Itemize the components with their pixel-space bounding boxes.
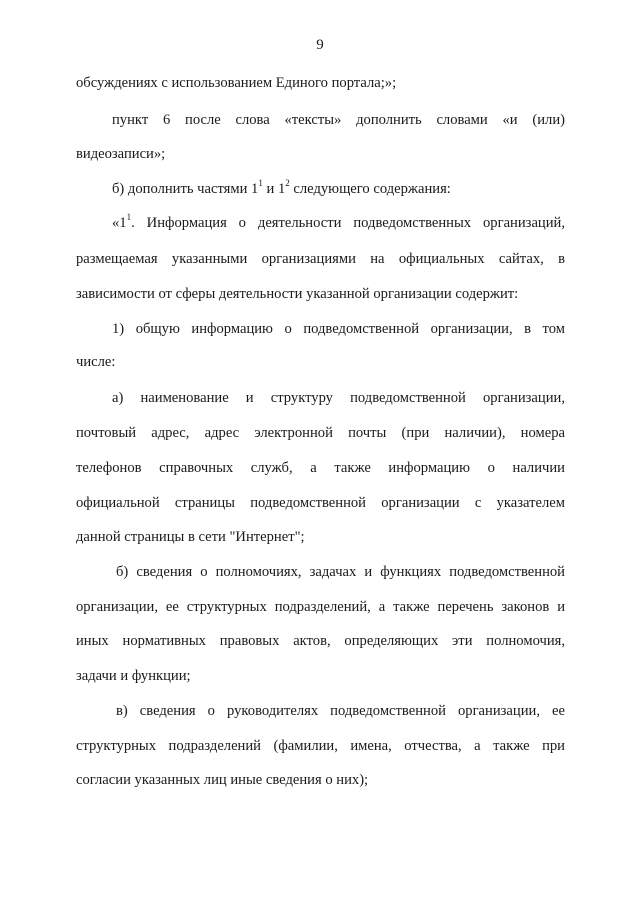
text-line: организации, ее структурных подразделений, а также перечень законов и bbox=[76, 599, 565, 615]
text-fragment: б) дополнить частями 1 bbox=[112, 181, 259, 197]
text-line: структурных подразделений (фамилии, имена, отчества, а также при bbox=[76, 738, 565, 754]
text-line: задачи и функции; bbox=[76, 668, 191, 684]
text-fragment: «1 bbox=[112, 215, 127, 231]
text-line: а) наименование и структуру подведомственной организации, bbox=[112, 390, 565, 406]
text-line: официальной страницы подведомственной организации с указателем bbox=[76, 495, 565, 511]
text-line bbox=[112, 214, 565, 232]
text-line: данной страницы в сети "Интернет"; bbox=[76, 529, 305, 545]
text-line: в) сведения о руководителях подведомственной организации, ее bbox=[116, 703, 565, 719]
text-fragment: следующего содержания: bbox=[289, 181, 451, 197]
text-line: обсуждениях с использованием Единого портала;»; bbox=[76, 75, 397, 91]
text-line: согласии указанных лиц иные сведения о них); bbox=[76, 772, 369, 788]
text-line: числе: bbox=[76, 354, 116, 370]
superscript: 1 bbox=[258, 178, 263, 189]
superscript: 1 bbox=[126, 212, 132, 223]
text-line: иных нормативных правовых актов, определяющих эти полномочия, bbox=[76, 633, 565, 649]
text-line: почтовый адрес, адрес электронной почты (при наличии), номера bbox=[76, 425, 565, 441]
text-fragment: . Информация о деятельности подведомственных организаций, bbox=[131, 215, 565, 231]
page-number: 9 bbox=[316, 37, 324, 53]
text-line: видеозаписи»; bbox=[76, 146, 166, 162]
text-line: 1) общую информацию о подведомственной организации, в том bbox=[112, 321, 565, 337]
text-line bbox=[112, 180, 565, 198]
superscript: 2 bbox=[285, 178, 290, 189]
text-line: зависимости от сферы деятельности указанной организации содержит: bbox=[76, 286, 519, 302]
text-line: пункт 6 после слова «тексты» дополнить словами «и (или) bbox=[112, 112, 565, 128]
text-line: б) сведения о полномочиях, задачах и функциях подведомственной bbox=[116, 564, 565, 580]
text-line: размещаемая указанными организациями на официальных сайтах, в bbox=[76, 251, 565, 267]
text-line: телефонов справочных служб, а также информацию о наличии bbox=[76, 460, 565, 476]
text-fragment: и 1 bbox=[262, 181, 286, 197]
